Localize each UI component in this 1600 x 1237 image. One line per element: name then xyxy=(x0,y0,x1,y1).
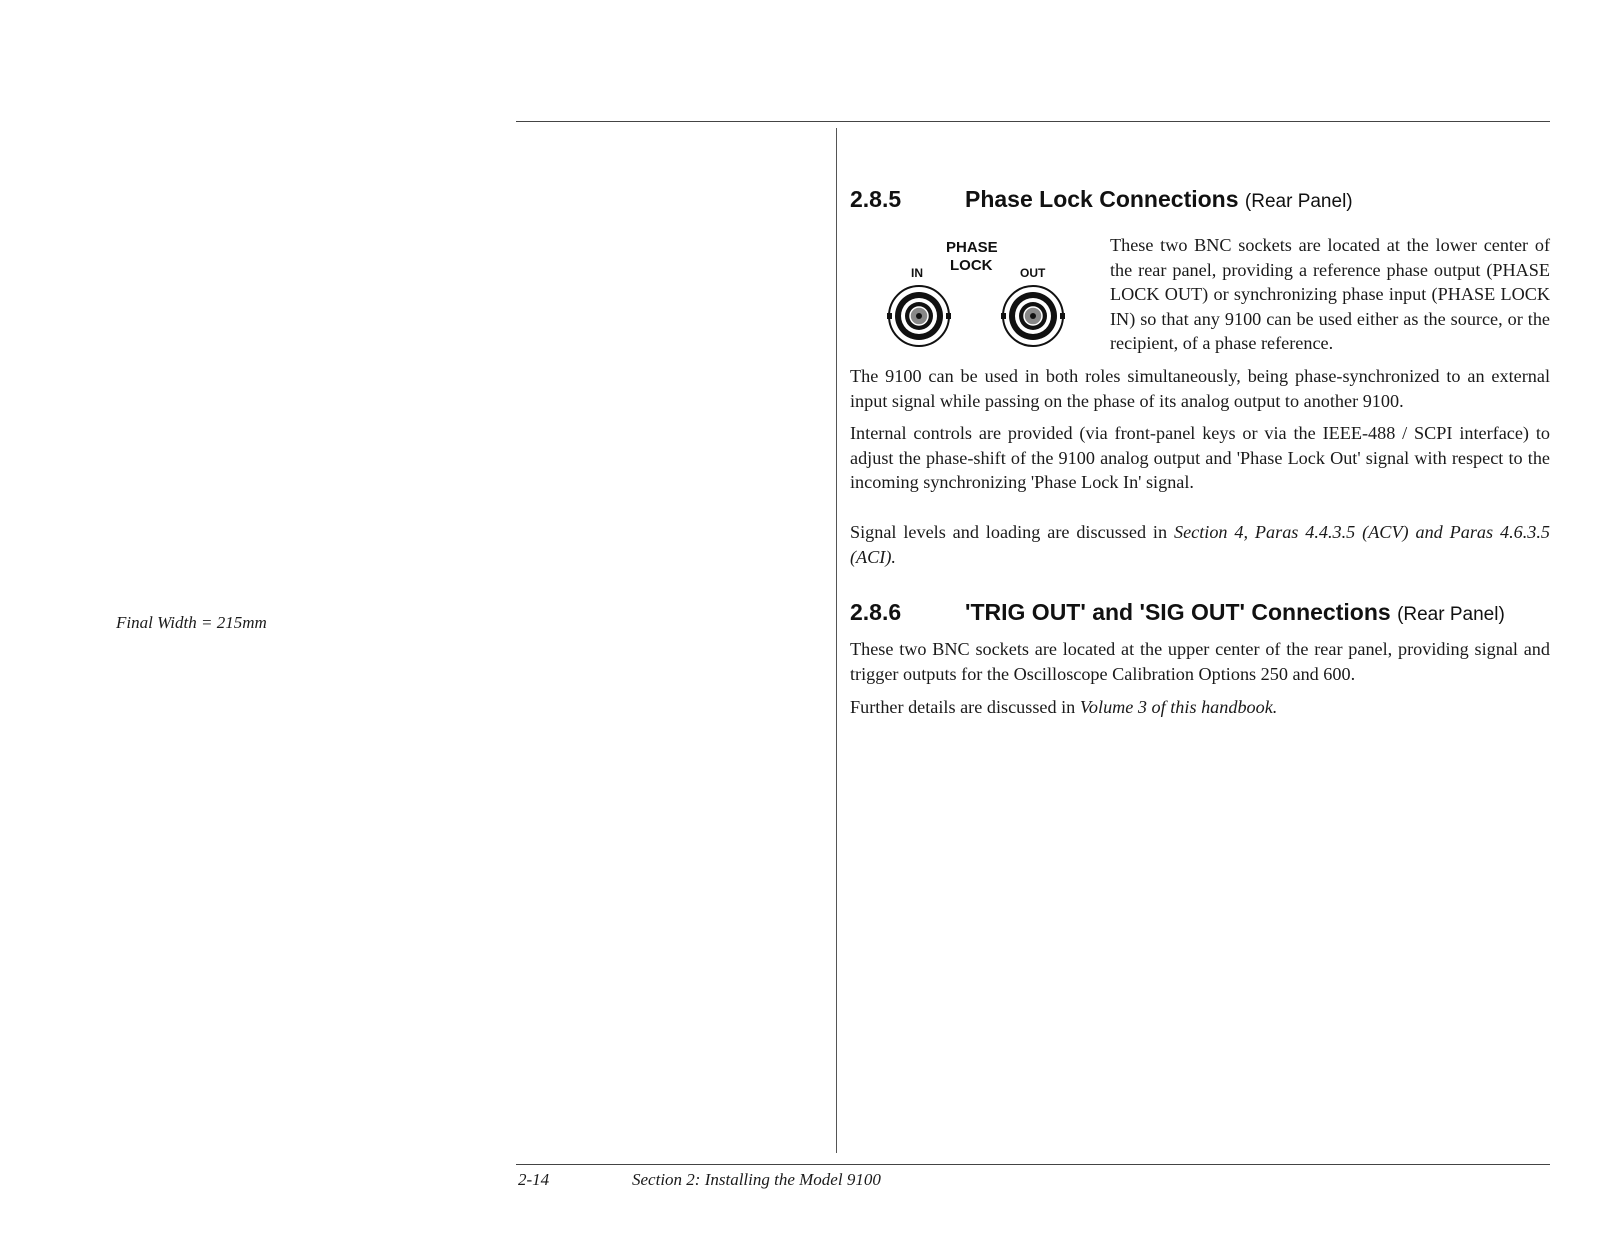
phase-lock-diagram xyxy=(880,236,1080,356)
page-number: 2-14 xyxy=(518,1170,550,1189)
section-285-para3 xyxy=(850,520,1550,569)
section-286-para2 xyxy=(850,695,1550,720)
section-286-para2-reference: Volume 3 of this handbook. xyxy=(1079,697,1278,717)
label-phase: PHASE xyxy=(946,239,998,256)
footer-section-title: Section 2: Installing the Model 9100 xyxy=(632,1170,881,1189)
section-286-number: 2.8.6 xyxy=(850,599,902,625)
label-in: IN xyxy=(911,266,923,280)
section-285-title-wrap xyxy=(965,186,1353,213)
section-286-title: 'TRIG OUT' and 'SIG OUT' Connections xyxy=(965,599,1391,625)
section-285-para3-wrap xyxy=(850,520,1550,569)
section-285-para3-reference: Section 4, Paras 4.4.3.5 (ACV) and Paras 4.6.3.5 (ACI). xyxy=(850,522,1551,567)
section-285-para2 xyxy=(850,421,1550,495)
bnc-socket-out-icon xyxy=(1001,284,1065,348)
section-285-para1 xyxy=(850,364,1550,413)
section-285-title: Phase Lock Connections xyxy=(965,186,1239,212)
margin-note: Final Width = 215mm xyxy=(116,613,267,632)
section-286-heading xyxy=(850,599,1550,629)
bnc-socket-in-icon xyxy=(887,284,951,348)
section-286-title-wrap xyxy=(965,599,1505,626)
section-285-para2-text: Internal controls are provided (via front-panel keys or via the IEEE-488 / SCPI interface) to adjust the phase-shift of the 9100 analog output and 'Phase Lock Out' signal with respect to the incoming synchronizing 'Phase Lock In' signal. xyxy=(850,423,1550,492)
label-out: OUT xyxy=(1020,266,1046,280)
section-286-para2-wrap xyxy=(850,695,1550,720)
section-285-number: 2.8.5 xyxy=(850,186,902,212)
section-285-intro-text: These two BNC sockets are located at the lower center of the rear panel, providing a reference phase output (PHASE LOCK OUT) or synchronizing phase input (PHASE LOCK IN) so that any 9100 can be used either as the source, or the recipient, of a phase reference. xyxy=(1110,235,1550,353)
section-286-para1-text: These two BNC sockets are located at the upper center of the rear panel, providing signal and trigger outputs for the Oscilloscope Calibration Options 250 and 600. xyxy=(850,639,1550,684)
section-286-suffix: (Rear Panel) xyxy=(1397,604,1505,625)
section-285-suffix: (Rear Panel) xyxy=(1244,191,1353,212)
section-285-para1-text: The 9100 can be used in both roles simultaneously, being phase-synchronized to an external input signal while passing on the phase of its analog output to another 9100. xyxy=(850,366,1550,411)
margin-divider xyxy=(836,128,837,1153)
footer-rule xyxy=(516,1164,1550,1165)
section-285-heading xyxy=(850,186,1550,216)
label-lock: LOCK xyxy=(950,257,993,274)
section-285-intro xyxy=(1110,233,1550,356)
section-286-para1 xyxy=(850,637,1550,686)
header-rule xyxy=(516,121,1550,122)
section-285-para3-text: Signal levels and loading are discussed in xyxy=(850,522,1174,542)
section-286-para2-text: Further details are discussed in xyxy=(850,697,1080,717)
